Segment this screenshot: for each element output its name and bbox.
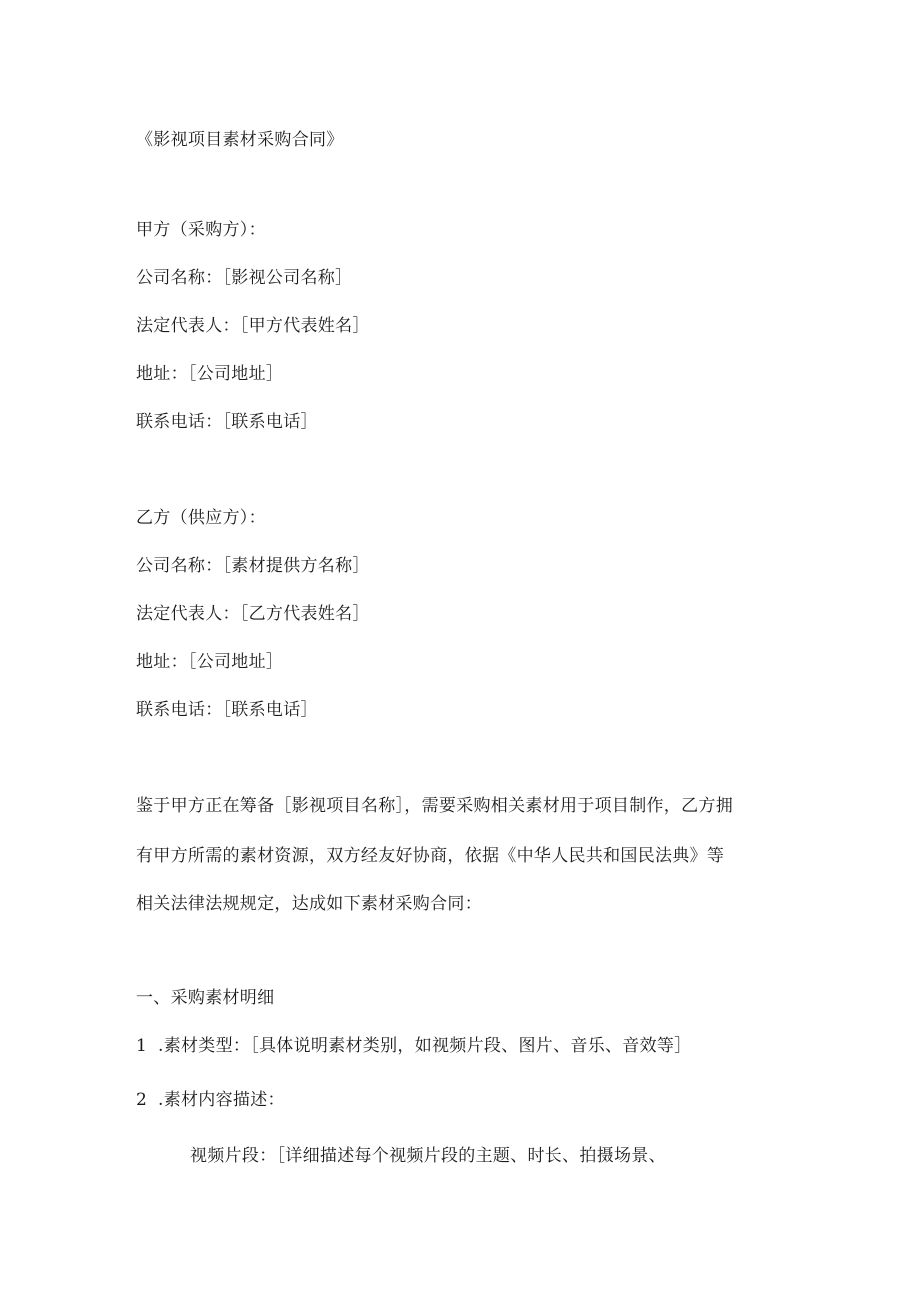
preamble-line: 相关法律法规规定，达成如下素材采购合同：: [136, 894, 482, 914]
sub-item-video: 视频片段：［详细描述每个视频片段的主题、时长、拍摄场景、: [190, 1146, 666, 1166]
party-b-company: 公司名称：［素材提供方名称］: [136, 556, 370, 576]
section-heading: 一、采购素材明细: [136, 988, 275, 1008]
list-item: [136, 1036, 692, 1056]
preamble-line: 鉴于甲方正在筹备［影视项目名称］，需要采购相关素材用于项目制作，乙方拥: [136, 796, 733, 816]
list-item-number: 1: [136, 1036, 148, 1056]
party-b-heading: 乙方（供应方）：: [136, 508, 266, 528]
party-a-phone: 联系电话：［联系电话］: [136, 412, 318, 432]
preamble-line: 有甲方所需的素材资源，双方经友好协商，依据《中华人民共和国民法典》等: [136, 846, 725, 866]
party-b-address: 地址：［公司地址］: [136, 652, 284, 672]
party-b-representative: 法定代表人：［乙方代表姓名］: [136, 604, 370, 624]
contract-title: 《影视项目素材采购合同》: [136, 130, 344, 150]
party-a-company: 公司名称：［影视公司名称］: [136, 268, 353, 288]
party-b-phone: 联系电话：［联系电话］: [136, 700, 318, 720]
party-a-representative: 法定代表人：［甲方代表姓名］: [136, 316, 370, 336]
list-item: [136, 1090, 285, 1110]
party-a-heading: 甲方（采购方）：: [136, 220, 266, 240]
list-item-number: 2: [136, 1090, 148, 1110]
list-item-text: .素材内容描述：: [158, 1090, 285, 1110]
party-a-address: 地址：［公司地址］: [136, 364, 284, 384]
list-item-text: .素材类型：［具体说明素材类别，如视频片段、图片、音乐、音效等］: [158, 1036, 692, 1056]
